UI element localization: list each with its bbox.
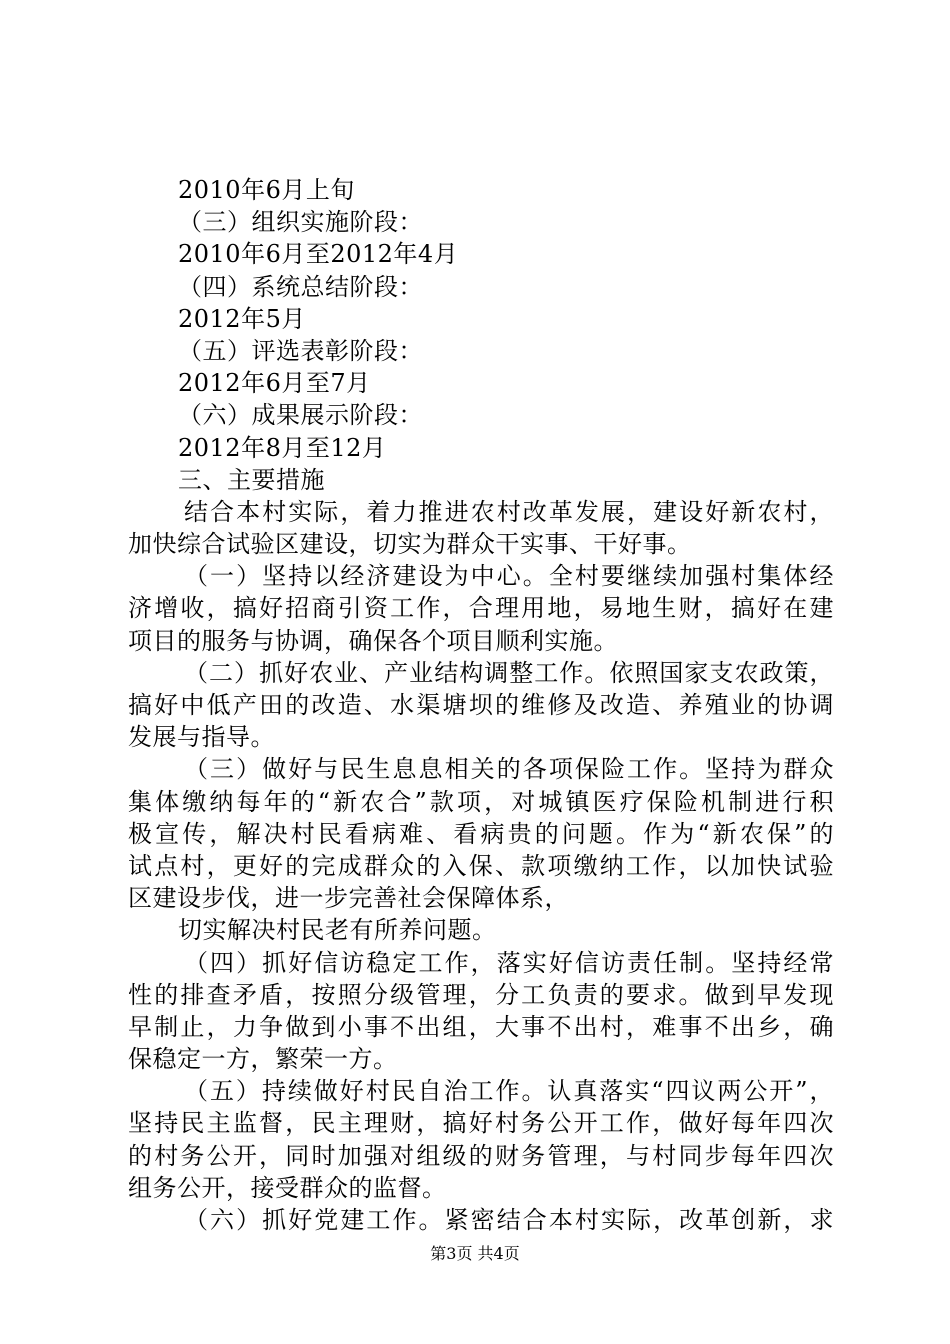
- text-line: 试点村，更好的完成群众的入保、款项缴纳工作，以加快试验: [128, 851, 834, 880]
- page-footer: 第3页 共4页: [430, 1244, 520, 1263]
- text-line: （三）做好与民生息息相关的各项保险工作。坚持为群众: [184, 755, 834, 784]
- text-line: 的村务公开，同时加强对组级的财务管理，与村同步每年四次: [128, 1141, 834, 1170]
- text-line: 2012年5月: [178, 304, 306, 333]
- text-line: 区建设步伐，进一步完善社会保障体系，: [128, 884, 569, 913]
- text-line: （三）组织实施阶段：: [178, 208, 423, 237]
- text-line: （四）抓好信访稳定工作，落实好信访责任制。坚持经常: [184, 948, 834, 977]
- text-line: 切实解决村民老有所养问题。: [178, 916, 497, 945]
- text-line: 集体缴纳每年的“新农合”款项，对城镇医疗保险机制进行积: [128, 787, 834, 816]
- text-line: （六）抓好党建工作。紧密结合本村实际，改革创新，求: [184, 1206, 834, 1234]
- text-line: 2012年6月至7月: [178, 369, 371, 398]
- text-line: 组务公开，接受群众的监督。: [128, 1173, 447, 1202]
- text-line: 济增收，搞好招商引资工作，合理用地，易地生财，搞好在建: [128, 594, 834, 623]
- text-line: 极宣传，解决村民看病难、看病贵的问题。作为“新农保”的: [128, 819, 834, 848]
- text-line: 项目的服务与协调，确保各个项目顺利实施。: [128, 626, 618, 655]
- text-line: 结合本村实际，着力推进农村改革发展，建设好新农村，: [184, 497, 834, 526]
- text-line: 2010年6月至2012年4月: [178, 240, 459, 269]
- text-line: 保稳定一方，繁荣一方。: [128, 1045, 398, 1074]
- text-line: 加快综合试验区建设，切实为群众干实事、干好事。: [128, 530, 692, 559]
- document-body: [128, 174, 834, 1236]
- text-line: （四）系统总结阶段：: [178, 272, 423, 301]
- text-line: 2010年6月上旬: [178, 176, 355, 204]
- text-line: 坚持民主监督，民主理财，搞好村务公开工作，做好每年四次: [128, 1109, 834, 1138]
- text-line: （五）持续做好村民自治工作。认真落实“四议两公开”，: [184, 1077, 834, 1106]
- text-line: 性的排查矛盾，按照分级管理，分工负责的要求。做到早发现: [128, 980, 834, 1009]
- text-line: （六）成果展示阶段：: [178, 401, 423, 430]
- text-line: （五）评选表彰阶段：: [178, 336, 423, 365]
- text-line: 搞好中低产田的改造、水渠塘坝的维修及改造、养殖业的协调: [128, 691, 834, 719]
- text-line: 三、主要措施: [178, 465, 325, 494]
- text-line: 早制止，力争做到小事不出组，大事不出村，难事不出乡，确: [128, 1012, 834, 1041]
- text-line: （一）坚持以经济建设为中心。全村要继续加强村集体经: [184, 562, 834, 591]
- text-line: 发展与指导。: [128, 723, 275, 752]
- text-line: 2012年8月至12月: [178, 433, 387, 462]
- text-line: （二）抓好农业、产业结构调整工作。依照国家支农政策，: [184, 658, 834, 687]
